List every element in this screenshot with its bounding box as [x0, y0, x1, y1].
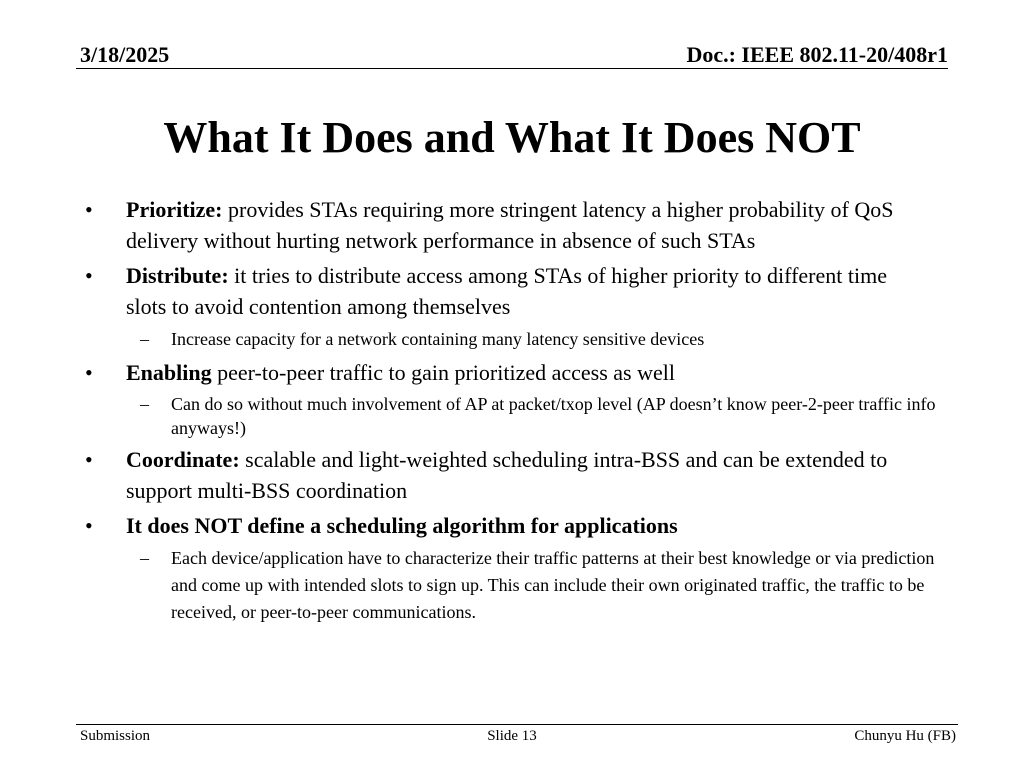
footer-author: Chunyu Hu (FB) [854, 728, 956, 744]
sub-bullet-marker: – [140, 394, 149, 414]
bullet-prioritize [0, 194, 1024, 256]
bullet-text: it tries to distribute access among STAs of higher priority to different time slots to avoid contention among themselves [126, 263, 887, 319]
bullet-enabling [0, 357, 1024, 388]
footer-divider [76, 724, 958, 725]
bullet-bold-label: Enabling [126, 360, 212, 385]
bullet-marker: • [85, 197, 93, 222]
bullet-marker: • [85, 447, 93, 472]
bullet-text: provides STAs requiring more stringent latency a higher probability of QoS delivery without hurting network performance in absence of such STAs [126, 197, 894, 253]
header-date: 3/18/2025 [80, 42, 170, 67]
bullet-text: scalable and light-weighted scheduling intra-BSS and can be extended to support multi-BSS coordination [126, 447, 888, 503]
header-doc-id: Doc.: IEEE 802.11-20/408r1 [686, 42, 948, 67]
sub-bullet-capacity [0, 326, 1024, 353]
bullet-text: peer-to-peer traffic to gain prioritized access as well [211, 360, 675, 385]
header-divider [76, 68, 948, 69]
bullet-marker: • [85, 360, 93, 385]
slide-title: What It Does and What It Does NOT [163, 113, 861, 162]
sub-bullet-text: Each device/application have to characterize their traffic patterns at their best knowledge or via prediction and come up with intended slots to sign up. This can include their own originated traffic, the traffic to be received, or peer-to-peer communications. [171, 548, 935, 622]
sub-bullet-text: Increase capacity for a network containing many latency sensitive devices [171, 329, 705, 349]
sub-bullet-ap-involvement [0, 392, 1024, 440]
slide-body [0, 194, 1024, 630]
bullet-bold-label: Coordinate: [126, 447, 240, 472]
sub-bullet-marker: – [140, 548, 149, 568]
bullet-coordinate [0, 444, 1024, 506]
footer-slide-number: Slide 13 [487, 728, 537, 744]
bullet-bold-label: It does NOT define a scheduling algorithm for applications [126, 513, 678, 538]
bullet-marker: • [85, 263, 93, 288]
bullet-marker: • [85, 513, 93, 538]
footer-submission: Submission [80, 728, 151, 744]
bullet-bold-label: Prioritize: [126, 197, 223, 222]
bullet-does-not [0, 510, 1024, 541]
bullet-distribute [0, 260, 1024, 322]
sub-bullet-marker: – [140, 329, 149, 349]
sub-bullet-text: Can do so without much involvement of AP at packet/txop level (AP doesn’t know peer-2-peer traffic info anyways!) [171, 394, 936, 438]
bullet-bold-label: Distribute: [126, 263, 229, 288]
sub-bullet-traffic-patterns [0, 545, 1024, 626]
